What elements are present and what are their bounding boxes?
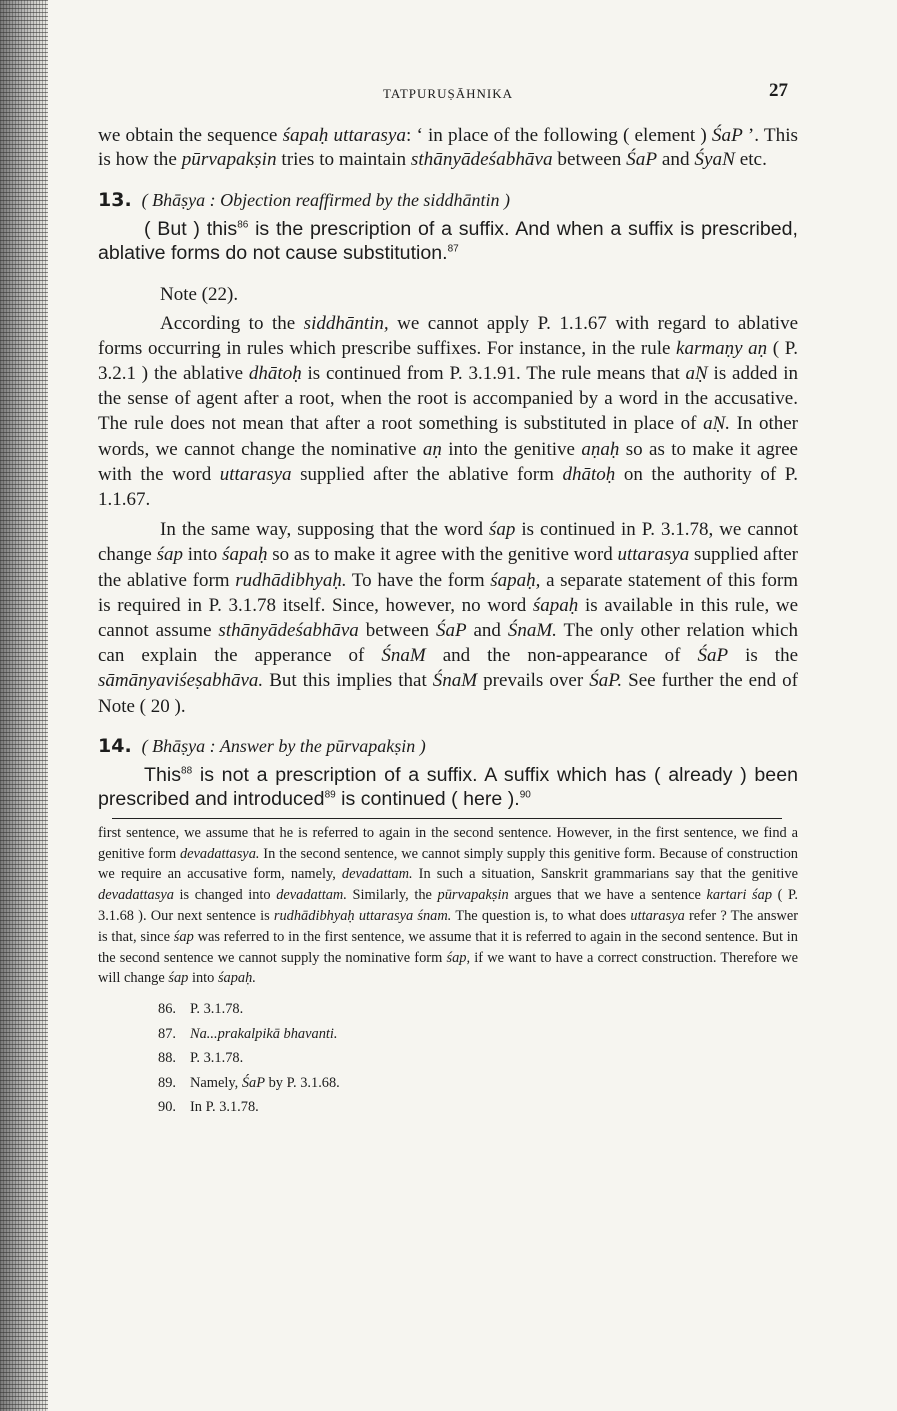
page-number: 27 (769, 80, 788, 101)
section-title: ( Bhāṣya : Objection reaffirmed by the siddhāntin ) (141, 189, 510, 210)
section-number: 14. (98, 734, 132, 757)
intro-paragraph: we obtain the sequence śapaḥ uttarasya: ‘ in place of the following ( element ) ŚaP ’. This is how the pūrvapakṣin tries to maintain sthānyādeśabhāva between ŚaP and ŚyaN etc. (98, 125, 798, 171)
footnote-ref: 86 (237, 219, 249, 231)
bhasya-translation-13: ( But ) this$^{86}$ is the prescription of a suffix. And when a suffix is prescribed, ablative forms do not cause substitution.$^{87}$ (98, 217, 798, 265)
note-title: Note (22). (160, 283, 239, 305)
section-title: ( Bhāṣya : Answer by the pūrvapakṣin ) (141, 735, 426, 756)
footnote-90: 90. In P. 3.1.78. (158, 1099, 259, 1116)
footnote-88: 88. P. 3.1.78. (158, 1050, 244, 1067)
footnote-86: 86. P. 3.1.78. (158, 1001, 244, 1018)
footnote-ref: 89 (324, 789, 336, 801)
footnote-continuation: first sentence, we assume that he is referred to again in the second sentence. However, in the first sentence, we find a genitive form devadattasya. In the second sentence, we cannot simply supply this genitive form. Because of construction we require an accusative form, namely, devadattam. In such a situation, Sanskrit grammarians say that the genitive devadattasya is changed into devadattam. Similarly, the pūrvapakṣin argues that we have a sentence kartari śap ( P. 3.1.68 ). Our next sentence is rudhādibhyaḥ uttarasya śnam. The question is, to what does uttarasya refer ? The answer is that, since śap was referred to in the first sentence, we assume that it is referred to again in the second sentence. But in the second sentence we cannot supply the nominative form śap, if we want to have a correct construction. Therefore we will change śap into śapaḥ. (98, 824, 798, 987)
section-13-heading (98, 189, 798, 211)
section-number: 13. (98, 188, 132, 211)
note-paragraph-1: According to the siddhāntin, we cannot apply P. 1.1.67 with regard to ablative forms occurring in rules which prescribe suffixes. For instance, in the rule karmaṇy aṇ ( P. 3.2.1 ) the ablative dhātoḥ is continued from P. 3.1.91. The rule means that aṆ is added in the sense of agent after a root, when the root is accompanied by a word in the accusative. The rule does not mean that after a root something is substituted in place of aṆ. In other words, we cannot change the nominative aṇ into the genitive aṇaḥ so as to make it agree with the word uttarasya supplied after the ablative form dhātoḥ on the authority of P. 1.1.67. (98, 312, 799, 511)
running-head: TATPURUṢĀHNIKA (383, 86, 513, 101)
footnote-divider (112, 818, 782, 819)
scanned-page-edge (0, 0, 48, 1411)
page-header (98, 80, 798, 110)
footnote-ref: 90 (519, 789, 531, 801)
note-paragraph-2: In the same way, supposing that the word śap is continued in P. 3.1.78, we cannot change śap into śapaḥ so as to make it agree with the genitive word uttarasya supplied after the ablative form rudhādibhyaḥ. To have the form śapaḥ, a separate statement of this form is required in P. 3.1.78 itself. Since, however, no word śapaḥ is available in this rule, we cannot assume sthānyādeśabhāva between ŚaP and ŚnaM. The only other relation which can explain the apperance of ŚnaM and the non-appearance of ŚaP is the sāmānyaviśeṣabhāva. But this implies that ŚnaM prevails over ŚaP. See further the end of Note ( 20 ). (98, 519, 799, 717)
footnote-89: 89. Namely, ŚaP by P. 3.1.68. (158, 1074, 340, 1091)
footnote-ref: 88 (181, 765, 193, 777)
book-page (98, 80, 798, 1120)
footnote-list (98, 997, 798, 1120)
footnote-ref: 87 (447, 243, 459, 255)
section-14-heading (98, 735, 798, 757)
bhasya-translation-14: This$^{88}$ is not a prescription of a suffix. A suffix which has ( already ) been prescribed and introduced$^{89}$ is continued ( here ).$^{90}$ (98, 763, 798, 811)
footnote-87: 87. Na...prakalpikā bhavanti. (158, 1025, 338, 1042)
